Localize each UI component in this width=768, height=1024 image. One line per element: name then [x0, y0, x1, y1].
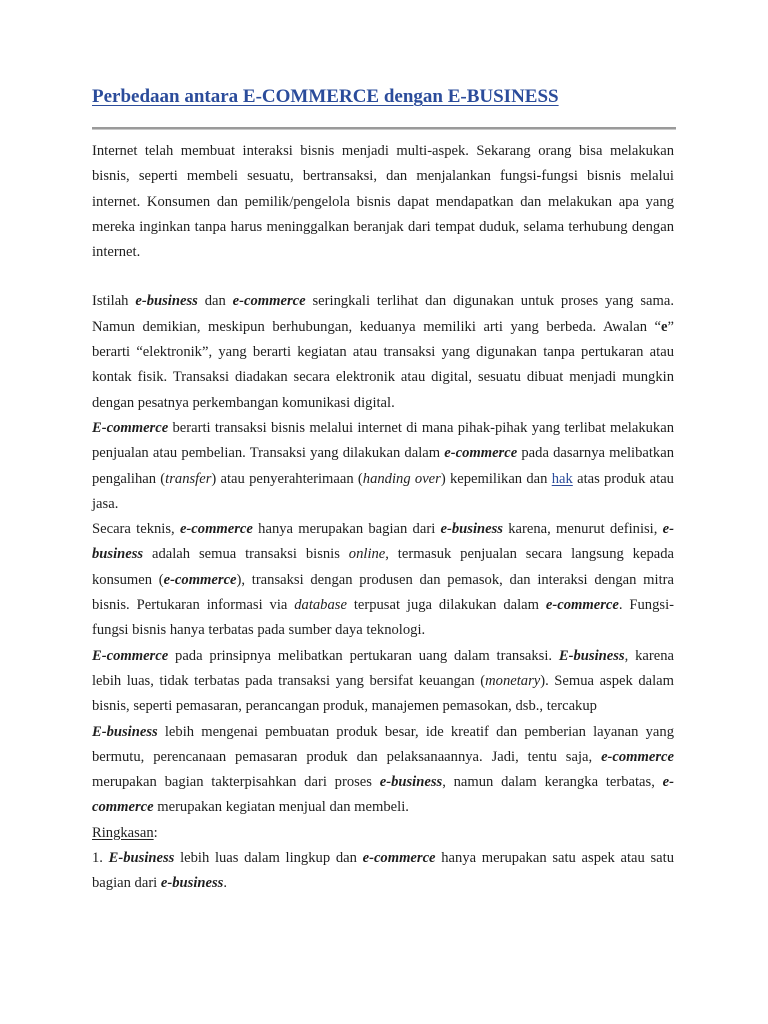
- text-run: , namun dalam kerangka terbatas,: [442, 774, 663, 791]
- term-e-commerce: e-commerce: [163, 571, 237, 588]
- summary-heading-colon: :: [153, 824, 158, 841]
- text-run: pada prinsipnya melibatkan pertukaran uang dalam transaksi.: [168, 647, 559, 664]
- paragraph-ecommerce-definition: [92, 416, 674, 517]
- italic-transfer: transfer: [165, 470, 212, 487]
- text-run: .: [223, 875, 227, 892]
- italic-handing-over: handing over: [362, 470, 441, 487]
- text-run: Secara teknis,: [92, 521, 180, 538]
- text-run: . Fungsi-fungsi bisnis hanya terbatas pada sumber daya teknologi.: [92, 597, 674, 639]
- document-body: [92, 139, 674, 897]
- text-run: ” berarti “elektronik”, yang berarti kegiatan atau transaksi yang digunakan tanpa pertukaran atau kontak fisik. Transaksi diadakan secara elektronik atau digital, sesuatu dibuat menjadi mungkin dengan pesatnya perkembangan komunikasi digital.: [92, 318, 674, 411]
- text-run: hanya merupakan bagian dari: [252, 521, 441, 538]
- term-e-commerce: E-commerce: [92, 419, 169, 436]
- text-run: ). Semua aspek dalam bisnis, seperti pemasaran, perancangan produk, manajemen pemasokan, dsb., tercakup: [92, 672, 674, 715]
- text-run: ) atau penyerahterimaan (: [211, 470, 363, 487]
- term-e-business: e-business: [440, 521, 503, 538]
- paragraph-ebusiness: [92, 720, 674, 821]
- text-run: , termasuk penjualan secara langsung kepada konsumen (: [92, 546, 674, 588]
- text-run: Istilah: [92, 293, 136, 310]
- summary-item-1: [92, 846, 674, 897]
- summary-heading-label: Ringkasan: [92, 824, 154, 841]
- paragraph-istilah: [92, 289, 674, 415]
- text-run: ) kepemilikan dan: [440, 470, 552, 487]
- term-e-commerce: e-commerce: [545, 597, 619, 614]
- term-e-business: E-business: [92, 723, 158, 740]
- italic-online: online: [348, 546, 386, 563]
- term-e-business: e-business: [160, 875, 224, 892]
- term-e-business: e-business: [135, 293, 198, 310]
- summary-heading: [92, 821, 674, 846]
- term-e-commerce: e-commerce: [179, 521, 253, 538]
- paragraph-principle: [92, 644, 674, 720]
- text-run: lebih mengenai pembuatan produk besar, ide kreatif dan pemberian layanan yang bermutu, perencanaan pemasaran produk dan pelaksanaannya. Jadi, tentu saja,: [92, 723, 674, 765]
- term-e-commerce: e-commerce: [601, 748, 674, 765]
- paragraph-technical: [92, 517, 674, 643]
- italic-monetary: monetary: [485, 672, 541, 689]
- text-run: berarti transaksi bisnis melalui internet di mana pihak-pihak yang terlibat melakukan penjualan atau pembelian. Transaksi yang dilakukan dalam: [92, 419, 674, 462]
- term-e-commerce: e-commerce: [362, 850, 436, 867]
- term-e-business: e-business: [92, 521, 674, 563]
- document-title: Perbedaan antara E-COMMERCE dengan E-BUSINESS: [92, 86, 559, 107]
- text-run: adalah semua transaksi bisnis: [143, 546, 349, 563]
- term-e-commerce: e-commerce: [232, 293, 306, 310]
- text-run: merupakan bagian takterpisahkan dari proses: [92, 774, 380, 791]
- text-run: pada dasarnya melibatkan pengalihan (: [92, 445, 674, 487]
- text-run: lebih luas dalam lingkup dan: [174, 850, 363, 867]
- text-run: , karena lebih luas, tidak terbatas pada transaksi yang bersifat keuangan (: [92, 647, 674, 689]
- text-run: hanya merupakan satu aspek atau satu bagian dari: [92, 850, 675, 892]
- text-run: merupakan kegiatan menjual dan membeli.: [153, 799, 409, 816]
- term-e-commerce: E-commerce: [92, 647, 169, 664]
- text-run: karena, menurut definisi,: [502, 521, 663, 538]
- term-e-commerce: e-commerce: [444, 445, 518, 462]
- term-e-commerce: e-commerce: [92, 774, 674, 816]
- summary-item-number: 1.: [92, 850, 109, 867]
- italic-database: database: [294, 597, 347, 614]
- text-run: atas produk atau jasa.: [92, 470, 674, 512]
- text-run: dan: [197, 293, 233, 310]
- term-e-prefix: e: [661, 318, 668, 335]
- text-run: terpusat juga dilakukan dalam: [346, 597, 546, 614]
- title-divider: [92, 127, 676, 130]
- term-e-business: E-business: [558, 647, 625, 664]
- text-run: ), transaksi dengan produsen dan pemasok, dan interaksi dengan mitra bisnis. Pertukaran informasi via: [92, 571, 674, 614]
- paragraph-intro: Internet telah membuat interaksi bisnis menjadi multi-aspek. Sekarang orang bisa melakukan bisnis, seperti membeli sesuatu, bertransaksi, dan menjalankan fungsi-fungsi bisnis melalui internet. Konsumen dan pemilik/pengelola bisnis dapat mendapatkan dan melakukan apa yang mereka inginkan tanpa harus meninggalkan beranjak dari tempat duduk, selama terhubung dengan internet.: [92, 143, 674, 261]
- term-e-business: e-business: [379, 774, 443, 791]
- text-run: seringkali terlihat dan digunakan untuk proses yang sama. Namun demikian, meskipun berhubungan, keduanya memiliki arti yang berbeda. Awalan “: [92, 293, 674, 335]
- term-e-business: E-business: [108, 850, 175, 867]
- hak-link[interactable]: hak: [551, 470, 573, 487]
